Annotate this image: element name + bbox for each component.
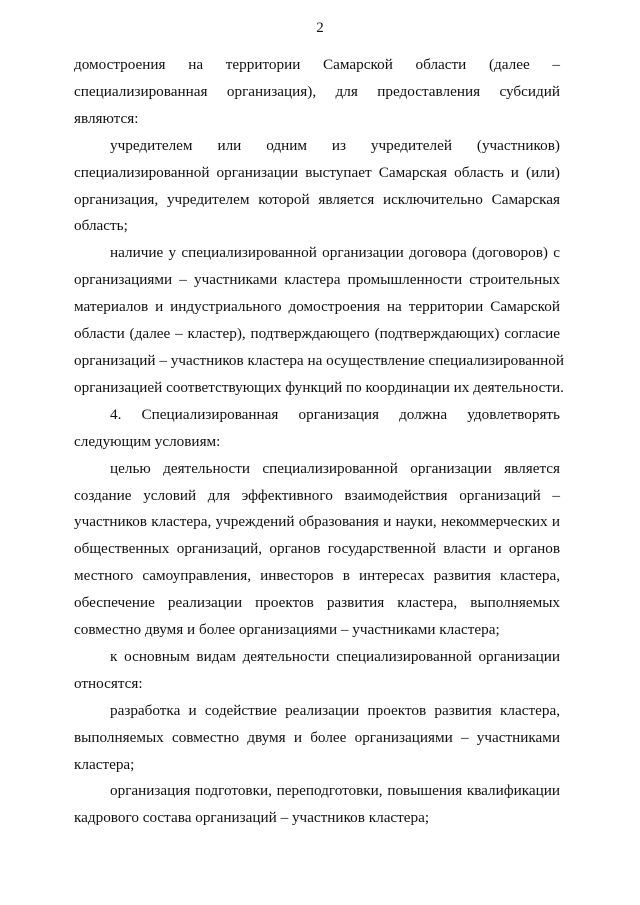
text-line: материалов и индустриального домостроения на территории Самарской (74, 298, 560, 316)
paragraph (74, 456, 560, 644)
text-line: области (далее – кластер), подтверждающего (подтверждающих) согласие (74, 325, 560, 343)
page-number: 2 (316, 20, 324, 36)
text-line: 4. Специализированная организация должна удовлетворять (110, 405, 560, 423)
text-line: специализированной организации выступает Самарская область и (или) (74, 163, 560, 181)
text-line: выполняемых совместно двумя и более организациями – участниками (74, 728, 560, 746)
text-line: учредителем или одним из учредителей (участников) (110, 136, 560, 154)
text-line: общественных организаций, органов государственной власти и органов (74, 540, 560, 558)
text-line: организаций – участников кластера на осуществление специализированной (74, 351, 564, 369)
text-line: совместно двумя и более организациями – участниками кластера; (74, 621, 500, 639)
paragraph (74, 402, 560, 456)
paragraph (74, 644, 560, 698)
text-line: область; (74, 217, 128, 235)
text-line: к основным видам деятельности специализированной организации (110, 647, 560, 665)
paragraph (74, 133, 560, 241)
text-line: местного самоуправления, инвесторов в интересах развития кластера, (74, 567, 560, 585)
paragraph (74, 778, 560, 832)
text-line: разработка и содействие реализации проектов развития кластера, (110, 701, 560, 719)
text-line: обеспечение реализации проектов развития кластера, выполняемых (74, 594, 560, 612)
text-line: относятся: (74, 674, 143, 692)
paragraph (74, 52, 560, 133)
text-line: участников кластера, учреждений образования и науки, некоммерческих и (74, 513, 560, 531)
text-line: следующим условиям: (74, 432, 221, 450)
text-line: организация подготовки, переподготовки, повышения квалификации (110, 782, 560, 800)
text-line: являются: (74, 109, 139, 127)
text-line: домостроения на территории Самарской области (далее – (74, 56, 560, 73)
text-line: организацией соответствующих функций по координации их деятельности. (74, 378, 564, 396)
text-line: кадрового состава организаций – участников кластера; (74, 809, 430, 827)
text-line: наличие у специализированной организации договора (договоров) с (110, 244, 560, 262)
document-body (74, 52, 564, 832)
paragraph (74, 698, 560, 779)
text-line: специализированная организация), для предоставления субсидий (74, 82, 560, 100)
text-line: создание условий для эффективного взаимодействия организаций – (74, 486, 560, 504)
text-line: организация, учредителем которой является исключительно Самарская (74, 190, 560, 208)
paragraph (74, 240, 564, 401)
text-line: целью деятельности специализированной организации является (110, 459, 560, 477)
text-line: организациями – участниками кластера промышленности строительных (74, 271, 560, 289)
text-line: кластера; (74, 755, 135, 773)
